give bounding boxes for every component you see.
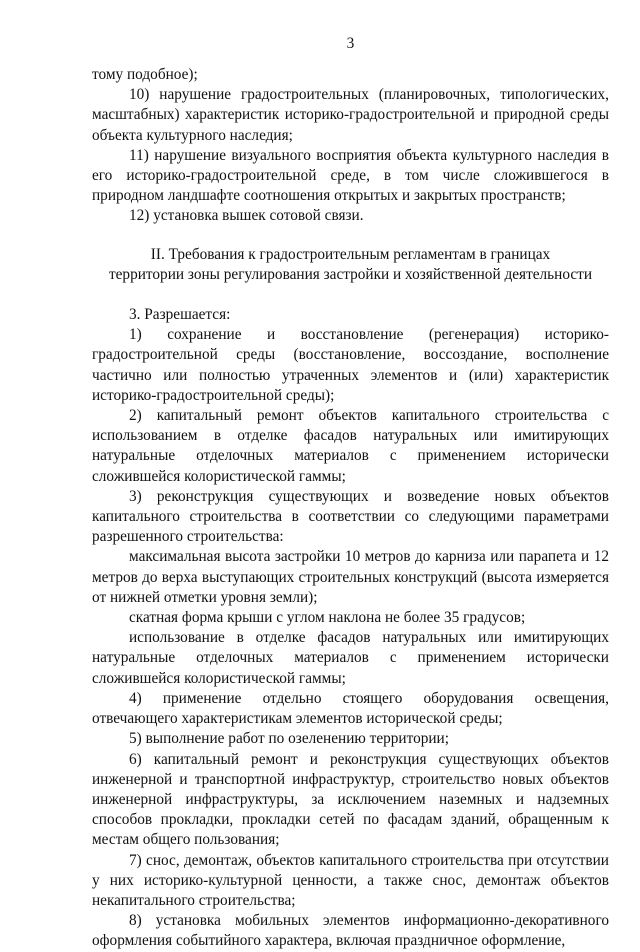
paragraph: тому подобное); — [92, 66, 198, 83]
paragraph: 6) капитальный ремонт и реконструкция существующих объектов инженерной и транспортной инфраструктур, строительство новых объектов инженерной инфраструктуры, за исключением наземных и надземных способов прокладки, прокладки сетей по фасадам зданий, обращенным к местам общего пользования; — [92, 750, 609, 849]
document-body — [92, 65, 609, 952]
paragraph: 2) капитальный ремонт объектов капитального строительства с использованием в отделке фасадов натуральных или имитирующих натуральные отделочных материалов с применением исторически сложившейся колористической гаммы; — [92, 407, 609, 485]
paragraph: 10) нарушение градостроительных (планировочных, типологических, масштабных) характеристик историко-градостроительной и природной среды объекта культурного наследия; — [92, 86, 609, 144]
paragraph: 1) сохранение и восстановление (регенерация) историко-градостроительной среды (восстановление, воссоздание, восполнение частично или полностью утраченных элементов и (или) характеристик историко-градостроительной среды); — [92, 326, 609, 404]
paragraph: 8) установка мобильных элементов информационно-декоративного оформления событийного характера, включая праздничное оформление, — [92, 912, 609, 950]
paragraph: 12) установка вышек сотовой связи. — [129, 207, 364, 225]
paragraph: 11) нарушение визуального восприятия объекта культурного наследия в его историко-градостроительной среде, в том числе сложившегося в природном ландшафте соотношения открытых и закрытых пространств; — [92, 146, 609, 205]
paragraph: 3) реконструкция существующих и возведение новых объектов капитального строительства в соответствии со следующими параметрами разрешенного строительства: — [92, 487, 609, 546]
section-two-items — [92, 305, 609, 952]
document-page — [92, 0, 609, 950]
paragraph: максимальная высота застройки 10 метров до карниза или парапета и 12 метров до верха выступающих строительных конструкций (высота измеряется от нижней отметки уровня земли); — [92, 548, 609, 606]
page-number: 3 — [346, 35, 355, 52]
section-heading — [92, 245, 609, 285]
paragraph: 3. Разрешается: — [129, 306, 231, 324]
section-heading-line: II. Требования к градостроительным регламентам в границах — [150, 245, 551, 263]
paragraph: 5) выполнение работ по озеленению территории; — [129, 730, 449, 748]
paragraph: 7) снос, демонтаж, объектов капитального строительства при отсутствии у них историко-культурной ценности, а также снос, демонтаж объектов некапитального строительства; — [92, 851, 609, 909]
section-one-tail — [92, 65, 609, 227]
paragraph: скатная форма крыши с углом наклона не более 35 градусов; — [129, 609, 526, 627]
paragraph: использование в отделке фасадов натуральных или имитирующих натуральные отделочных материалов с применением исторически сложившейся колористической гаммы; — [92, 629, 609, 687]
section-heading-line: территории зоны регулирования застройки и хозяйственной деятельности — [108, 265, 593, 283]
paragraph: 4) применение отдельно стоящего оборудования освещения, отвечающего характеристикам элементов исторической среды; — [92, 689, 609, 728]
